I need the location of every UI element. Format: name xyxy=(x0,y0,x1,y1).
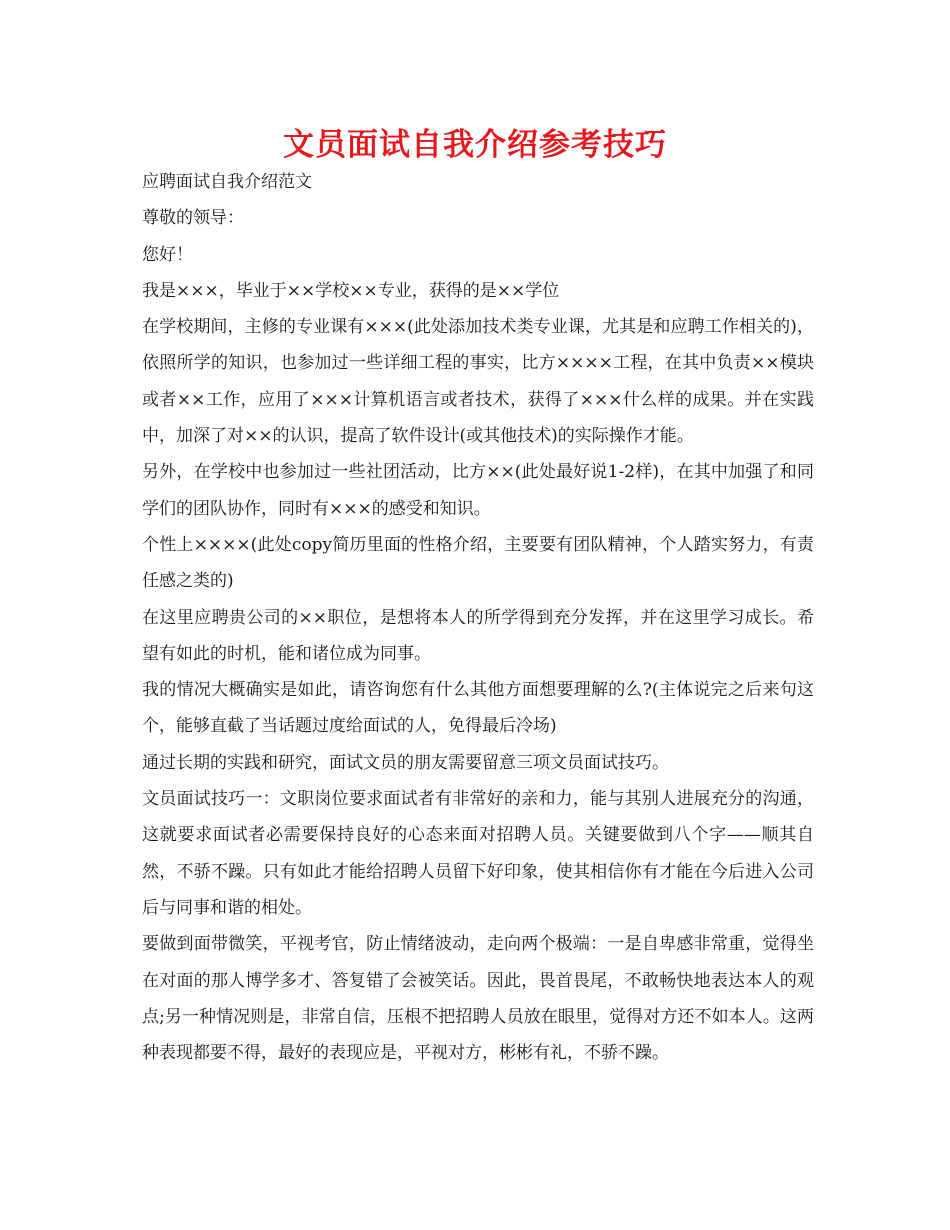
paragraph-courses: 在学校期间，主修的专业课有×××(此处添加技术类专业课，尤其是和应聘工作相关的)，依照所学的知识，也参加过一些详细工程的事实，比方××××工程，在其中负责××模块或者××工作，应用了×××计算机语言或者技术，获得了×××什么样的成果。并在实践中，加深了对××的认识，提高了软件设计(或其他技术)的实际操作才能。 xyxy=(142,317,814,447)
paragraph-personality: 个性上××××(此处copy简历里面的性格介绍，主要要有团队精神，个人踏实努力，有责任感之类的) xyxy=(142,534,814,592)
paragraph-salutation: 尊敬的领导： xyxy=(142,208,244,229)
paragraph-tips-intro: 通过长期的实践和研究，面试文员的朋友需要留意三项文员面试技巧。 xyxy=(142,752,669,773)
paragraph-greeting: 您好！ xyxy=(142,244,193,265)
paragraph-tip-one-detail: 要做到面带微笑，平视考官，防止情绪波动，走向两个极端：一是自卑感非常重，觉得坐在对面的那人博学多才、答复错了会被笑话。因此，畏首畏尾，不敢畅快地表达本人的观点;另一种情况则是，非常自信，压根不把招聘人员放在眼里，觉得对方还不如本人。这两种表现都要不得，最好的表现应是，平视对方，彬彬有礼，不骄不躁。 xyxy=(142,934,814,1064)
document-body xyxy=(142,164,814,1071)
paragraph-motivation: 在这里应聘贵公司的××职位，是想将本人的所学得到充分发挥，并在这里学习成长。希望有如此的时机，能和诸位成为同事。 xyxy=(142,607,814,664)
paragraph-tip-one: 文员面试技巧一：文职岗位要求面试者有非常好的亲和力，能与其别人进展充分的沟通，这就要求面试者必需要保持良好的心态来面对招聘人员。关键要做到八个字——顺其自然，不骄不躁。只有如此才能给招聘人员留下好印象，使其相信你有才能在今后进入公司后与同事和谐的相处。 xyxy=(142,789,814,918)
paragraph-heading: 应聘面试自我介绍范文 xyxy=(142,172,312,192)
document-title: 文员面试自我介绍参考技巧 xyxy=(283,127,667,163)
paragraph-intro: 我是×××，毕业于××学校××专业，获得的是××学位 xyxy=(142,280,560,301)
paragraph-activities: 另外，在学校中也参加过一些社团活动，比方××(此处最好说1-2样)，在其中加强了和同学们的团队协作，同时有×××的感受和知识。 xyxy=(142,462,814,519)
paragraph-closing: 我的情况大概确实是如此，请咨询您有什么其他方面想要理解的么?(主体说完之后来句这个，能够直截了当话题过度给面试的人，免得最后冷场) xyxy=(142,680,814,737)
